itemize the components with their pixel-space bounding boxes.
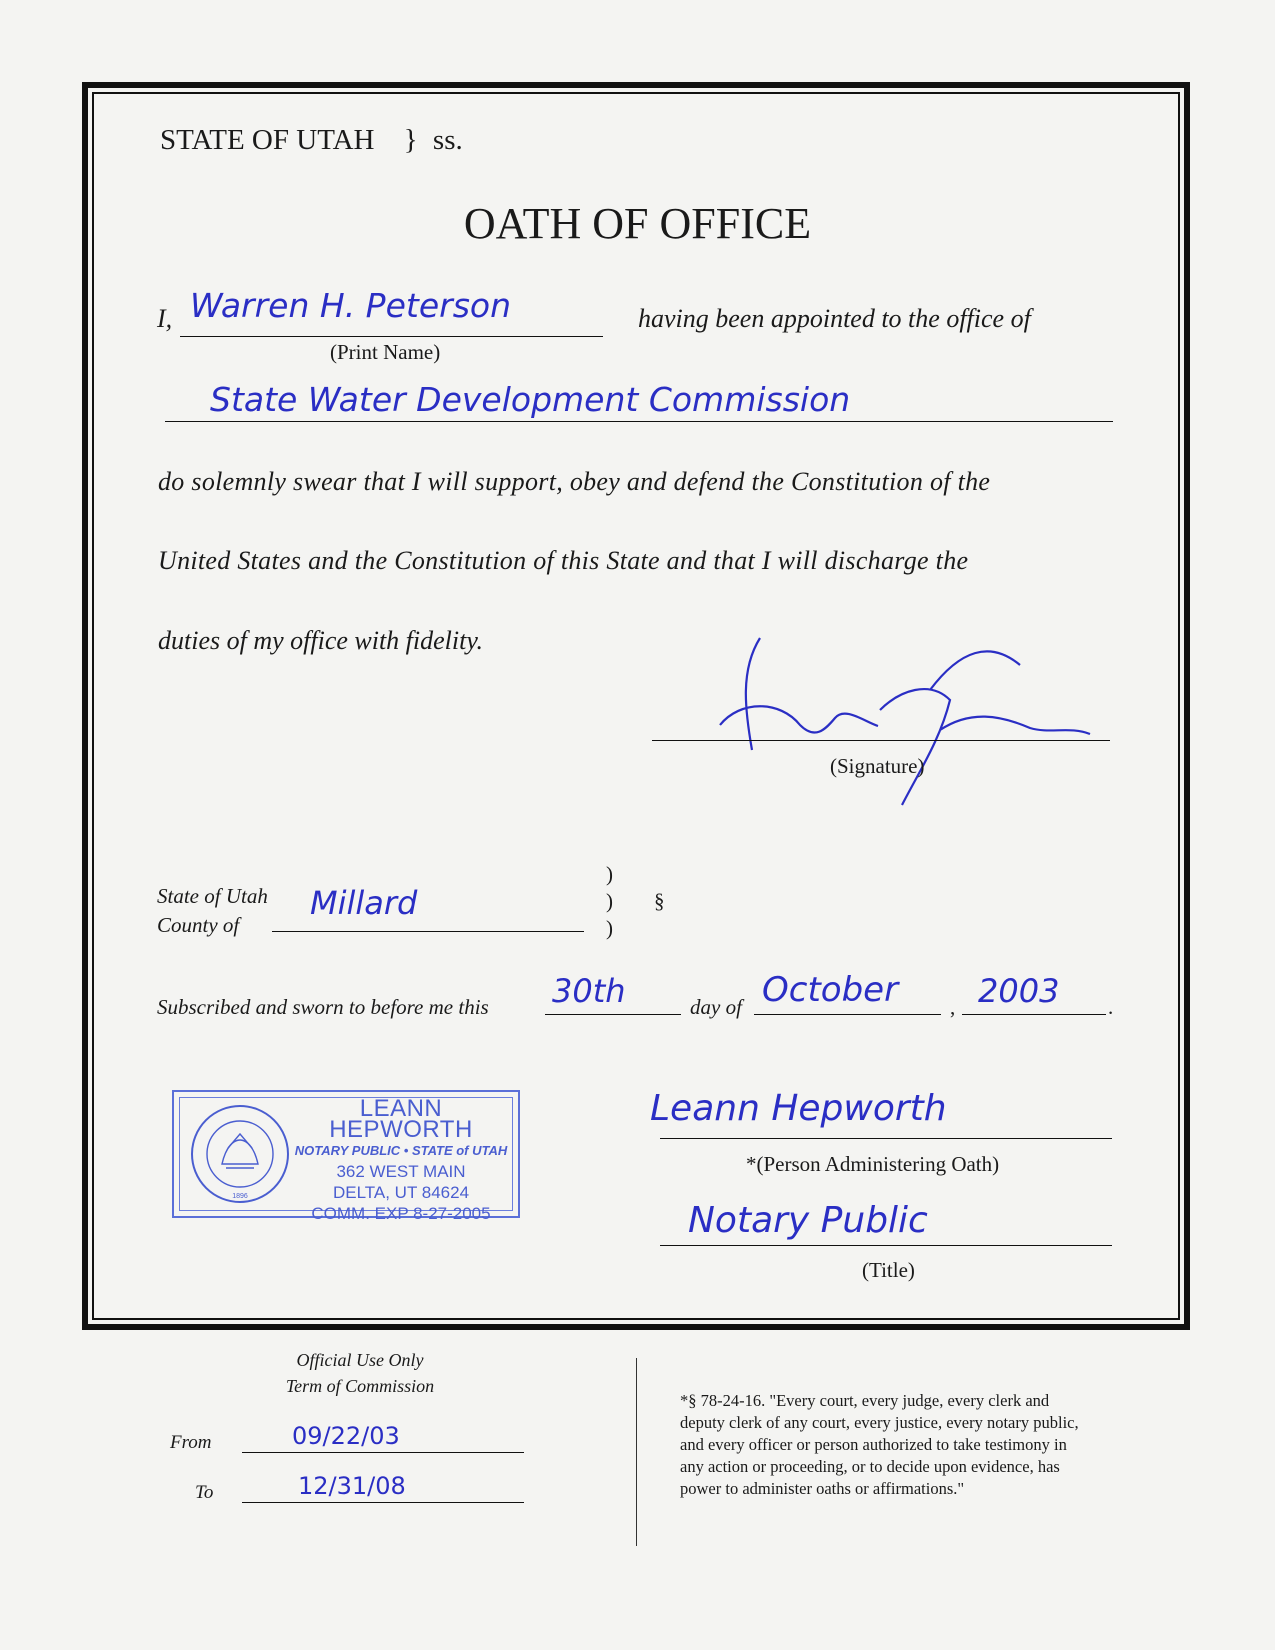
paren-3: ) [606, 916, 613, 940]
sworn-comma: , [950, 995, 956, 1019]
seal-year: 1896 [232, 1193, 248, 1200]
stamp-city: DELTA, UT 84624 [332, 1183, 470, 1202]
day-of-label: day of [690, 995, 742, 1019]
footnote-line-1: *§ 78-24-16. "Every court, every judge, every clerk and [680, 1391, 1050, 1410]
paren-2: ) [606, 889, 613, 913]
official-use-heading: Official Use Only [296, 1350, 424, 1370]
county-handwritten: Millard [310, 884, 418, 922]
title-caption: (Title) [862, 1258, 915, 1282]
statute-footnote [680, 1390, 1079, 1500]
appointed-text: having been appointed to the office of [638, 304, 1031, 333]
year-line [962, 1014, 1106, 1015]
month-line [754, 1014, 941, 1015]
to-value: 12/31/08 [298, 1472, 406, 1500]
administering-caption: *(Person Administering Oath) [746, 1152, 1000, 1176]
print-name-handwritten: Warren H. Peterson [190, 286, 511, 325]
sworn-day-handwritten: 30th [552, 972, 626, 1010]
section-symbol: § [654, 889, 665, 913]
footer-divider [636, 1358, 637, 1546]
stamp-address: 362 WEST MAIN [336, 1162, 466, 1181]
oath-line-3: duties of my office with fidelity. [158, 626, 483, 655]
footnote-line-5: power to administer oaths or affirmations." [680, 1479, 965, 1498]
title-handwritten: Notary Public [688, 1200, 928, 1241]
sworn-month-handwritten: October [762, 970, 899, 1010]
paren-1: ) [606, 862, 613, 886]
sworn-period: . [1108, 995, 1114, 1019]
from-label: From [170, 1432, 212, 1453]
term-heading: Term of Commission [285, 1376, 435, 1396]
oath-prefix: I, [157, 304, 173, 333]
to-line [242, 1502, 524, 1503]
from-value: 09/22/03 [292, 1422, 400, 1450]
footnote-line-2: deputy clerk of any court, every justice, every notary public, [680, 1413, 1079, 1432]
state-header-text: STATE OF UTAH [160, 124, 375, 156]
to-label: To [195, 1482, 214, 1503]
stamp-text-block [292, 1095, 510, 1224]
administering-line [660, 1138, 1112, 1139]
ss-label: ss. [432, 124, 463, 156]
oath-line-2: United States and the Constitution of this State and that I will discharge the [158, 546, 969, 575]
signature-caption: (Signature) [830, 754, 925, 778]
notary-stamp [172, 1090, 520, 1223]
stamp-name: LEANN HEPWORTH [329, 1095, 473, 1143]
oath-line-1: do solemnly swear that I will support, obey and defend the Constitution of the [158, 467, 991, 496]
footnote-line-3: and every officer or person authorized to take testimony in [680, 1435, 1067, 1454]
office-line [165, 421, 1113, 422]
county-label: County of [157, 913, 240, 937]
footnote-line-4: any action or proceeding, or to decide upon evidence, has [680, 1457, 1060, 1476]
title-line [660, 1245, 1112, 1246]
brace: } [403, 124, 418, 156]
from-line [242, 1452, 524, 1453]
print-name-line [180, 336, 603, 337]
stamp-title: NOTARY PUBLIC • STATE of UTAH [294, 1143, 508, 1158]
sworn-label: Subscribed and sworn to before me this [157, 995, 489, 1019]
document-title: OATH OF OFFICE [463, 199, 812, 248]
state-seal-icon [188, 1102, 292, 1206]
sworn-year-handwritten: 2003 [978, 972, 1060, 1010]
state-header [160, 124, 463, 157]
signature-line [652, 740, 1110, 741]
county-line [272, 931, 584, 932]
administering-signature: Leann Hepworth [650, 1088, 947, 1129]
day-line [545, 1014, 681, 1015]
stamp-commission: COMM. EXP 8-27-2005 [311, 1204, 491, 1223]
print-name-caption: (Print Name) [330, 340, 441, 364]
oath-signature [650, 630, 1110, 810]
office-handwritten: State Water Development Commission [210, 380, 851, 419]
state-label: State of Utah [157, 884, 268, 908]
